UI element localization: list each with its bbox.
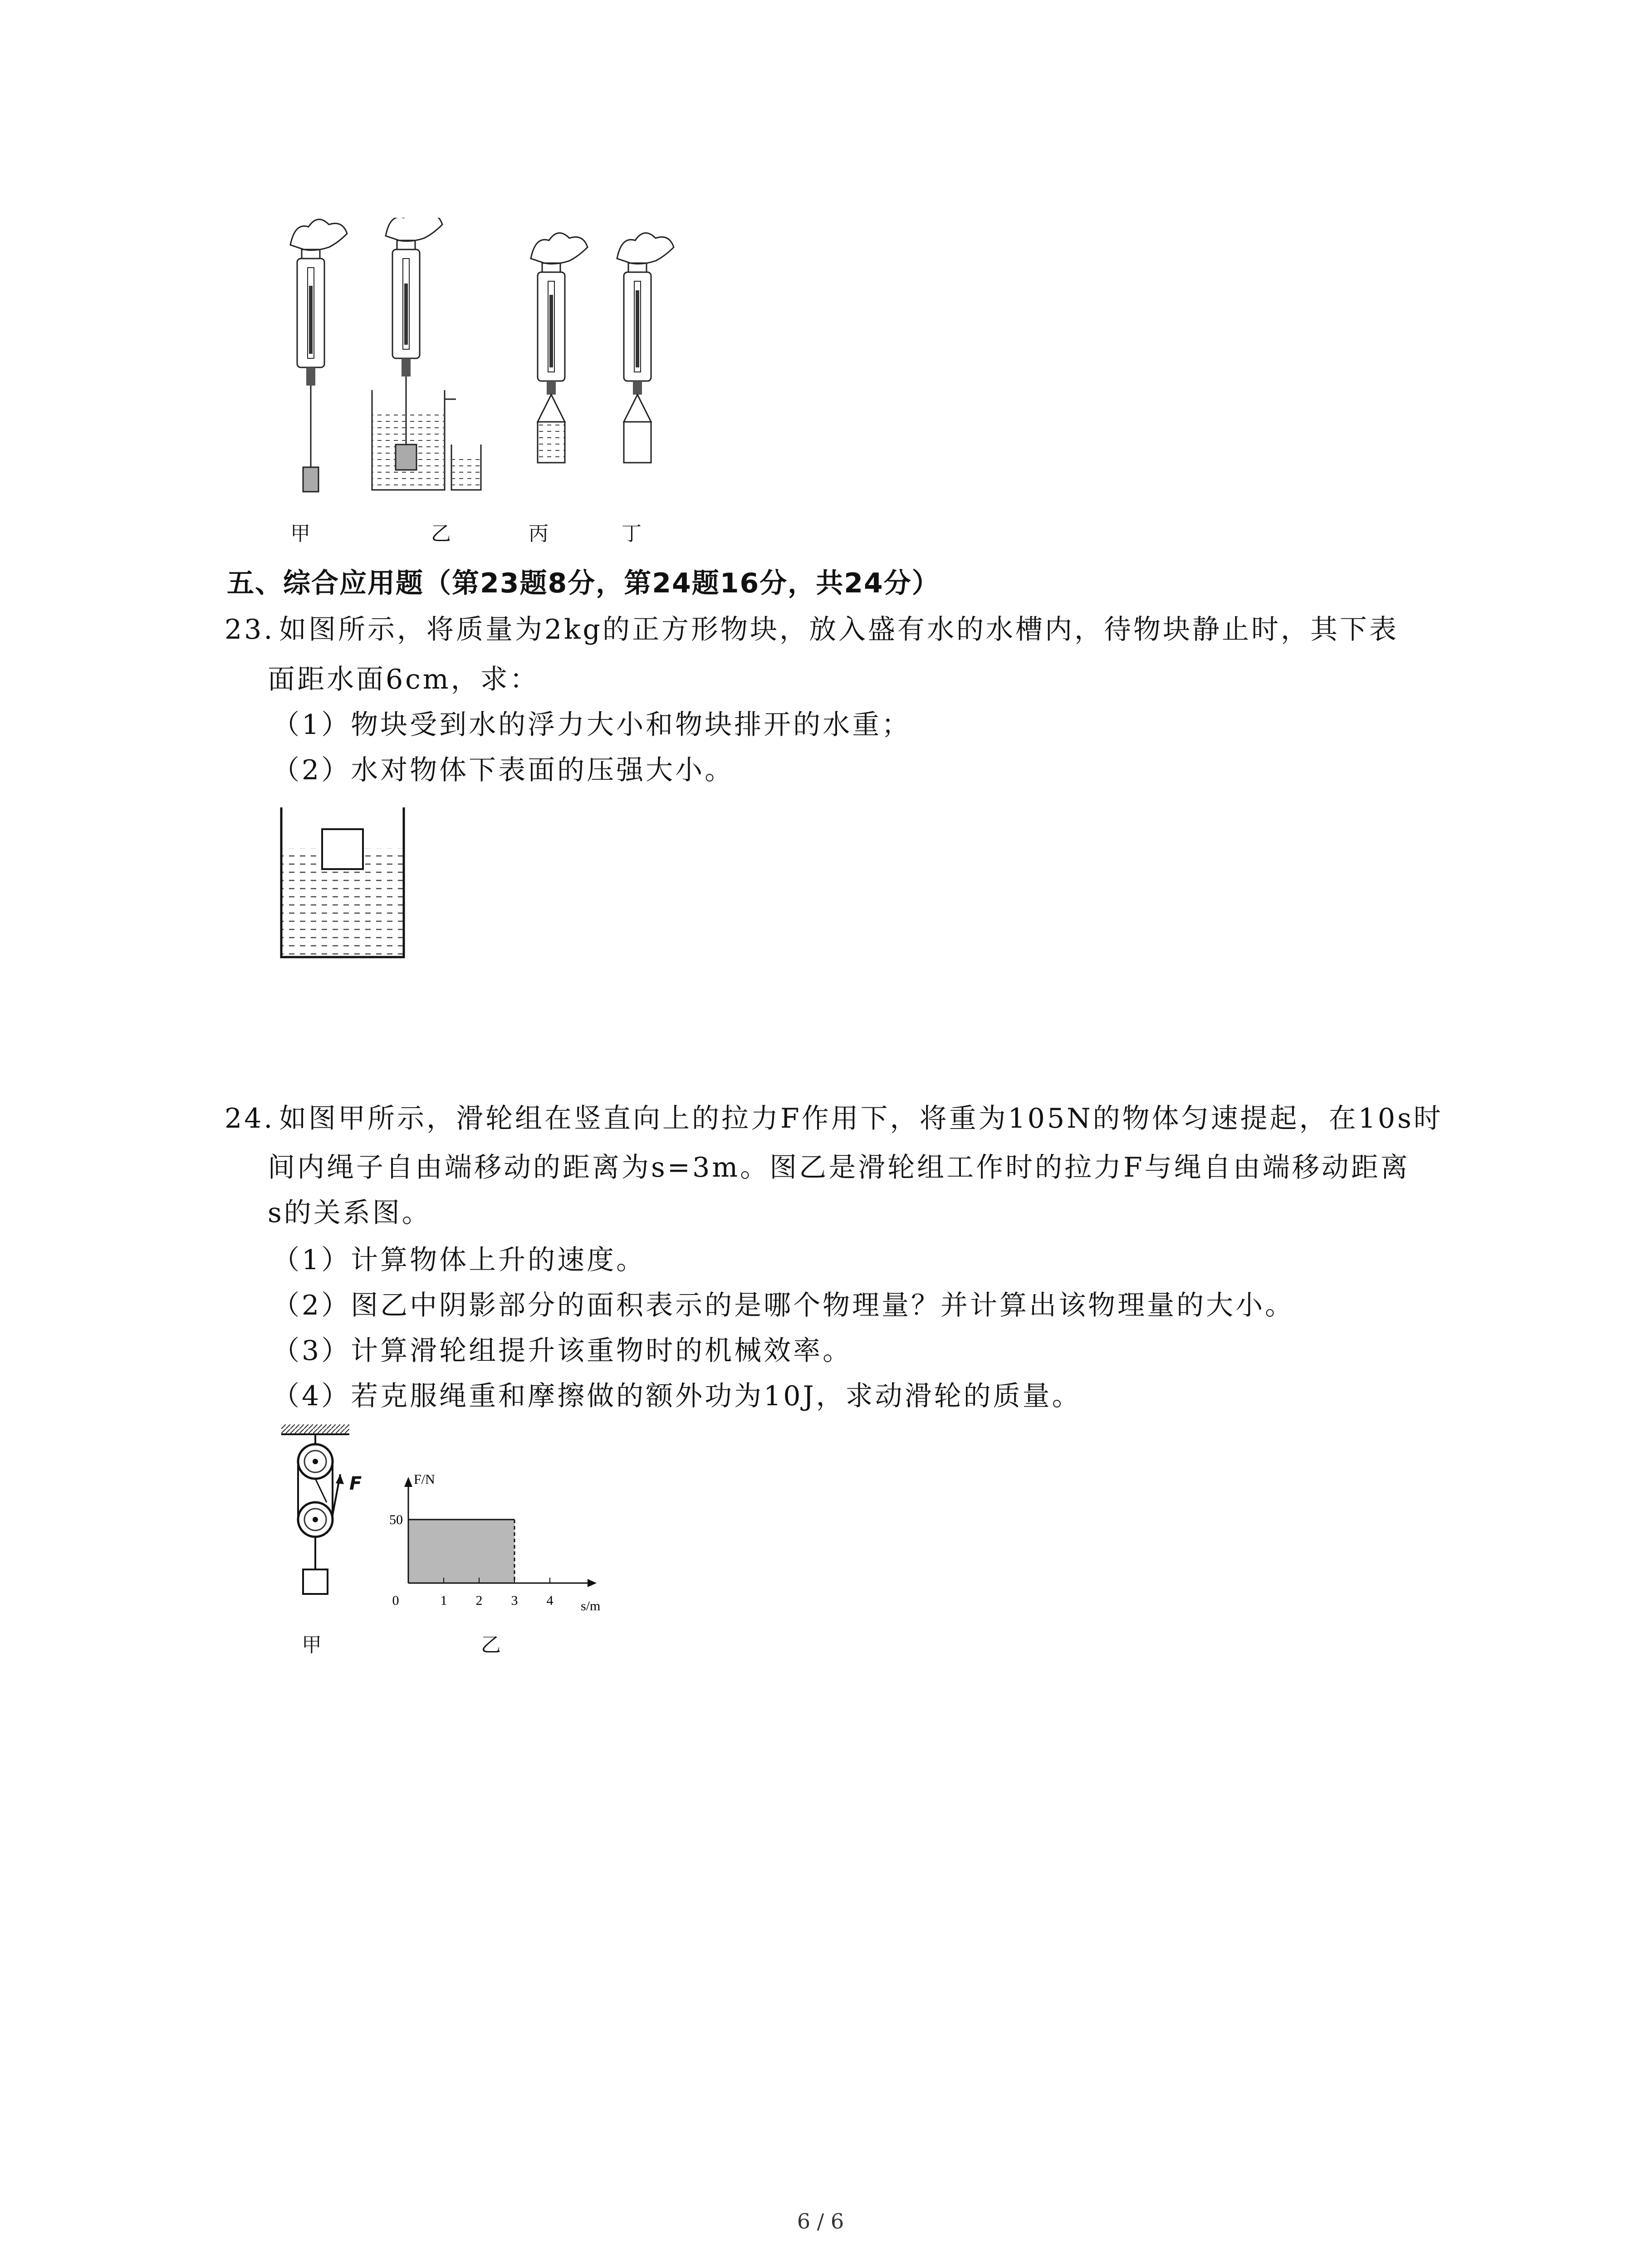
section-title: 五、综合应用题（第23题8分，第24题16分，共24分） xyxy=(227,567,940,599)
x-tick-label: 3 xyxy=(511,1593,518,1608)
page-number: 6 / 6 xyxy=(797,2209,844,2234)
q23-text-line2: 面距水面6cm，求： xyxy=(268,664,539,695)
caption-graph-yi: 乙 xyxy=(481,1633,501,1657)
caption-jia: 甲 xyxy=(290,522,310,545)
y-axis-label: F/N xyxy=(414,1472,435,1487)
q24-number: 24. xyxy=(225,1103,275,1134)
q23-subquestion-2: （2）水对物体下表面的压强大小。 xyxy=(272,754,735,786)
q24-text-line2: 间内绳子自由端移动的距离为s=3m。图乙是滑轮组工作时的拉力F与绳自由端移动距离 xyxy=(268,1152,1410,1183)
force-distance-chart xyxy=(372,1433,626,1615)
x-tick-label: 2 xyxy=(475,1593,483,1608)
q23-text-line1: 如图所示，将质量为2kg的正方形物块，放入盛有水的水槽内，待物块静止时，其下表 xyxy=(279,614,1399,645)
q24-text-line3: s的关系图。 xyxy=(268,1197,431,1229)
caption-pulley-jia: 甲 xyxy=(302,1633,322,1657)
q23-subquestion-1: （1）物块受到水的浮力大小和物块排开的水重； xyxy=(272,709,911,741)
q24-subquestion-2: （2）图乙中阴影部分的面积表示的是哪个物理量？并计算出该物理量的大小。 xyxy=(272,1290,1295,1321)
y-tick-label: 50 xyxy=(389,1512,403,1527)
spring-scale-figure xyxy=(263,218,699,517)
x-axis-label: s/m xyxy=(581,1598,601,1613)
shaded-work-area xyxy=(408,1520,514,1583)
q23-number: 23. xyxy=(225,614,275,645)
pulley-force-label: F xyxy=(349,1473,362,1494)
x-tick-label: 4 xyxy=(546,1593,554,1608)
y-axis-arrow xyxy=(404,1477,412,1487)
spring-scale-jia xyxy=(290,220,347,492)
spring-scale-yi xyxy=(372,218,481,490)
spring-scale-bing xyxy=(531,233,588,463)
q24-subquestion-3: （3）计算滑轮组提升该重物时的机械效率。 xyxy=(272,1335,852,1367)
q24-subquestion-1: （1）计算物体上升的速度。 xyxy=(272,1244,646,1276)
x-axis-arrow xyxy=(588,1579,597,1587)
caption-ding: 丁 xyxy=(622,522,642,545)
x-tick-label: 0 xyxy=(392,1593,399,1608)
x-tick-label: 1 xyxy=(440,1593,447,1608)
caption-yi: 乙 xyxy=(431,522,451,545)
caption-bing: 丙 xyxy=(529,522,549,545)
pulley-figure xyxy=(272,1424,381,1615)
q24-subquestion-4: （4）若克服绳重和摩擦做的额外功为10J，求动滑轮的质量。 xyxy=(272,1380,1082,1412)
q24-text-line1: 如图甲所示，滑轮组在竖直向上的拉力F作用下，将重为105N的物体匀速提起，在10s时 xyxy=(279,1103,1443,1134)
water-tank-figure xyxy=(277,803,413,962)
spring-scale-ding xyxy=(617,233,674,463)
